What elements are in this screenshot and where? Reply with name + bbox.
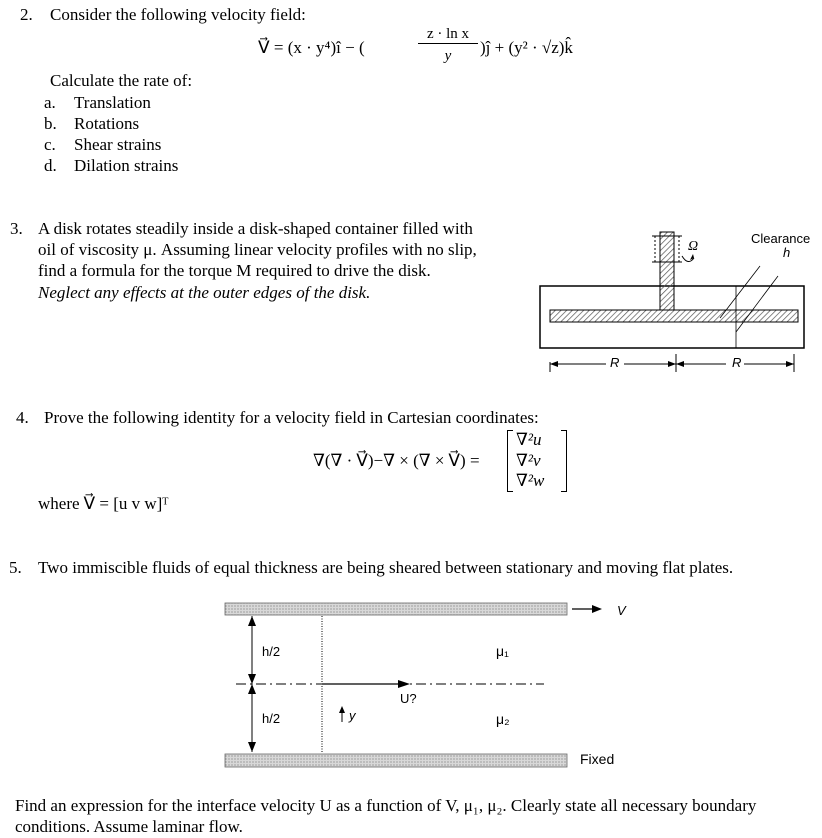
radius-label-right: R	[732, 355, 742, 370]
problem-2-intro: Consider the following velocity field:	[50, 5, 306, 24]
fixed-plate-label: Fixed	[580, 751, 615, 767]
y-axis-label: y	[349, 708, 356, 723]
equation-fraction-denominator: y	[444, 48, 452, 64]
list-item: Shear strains	[74, 135, 162, 154]
clearance-h-label: h	[783, 245, 791, 260]
clearance-label: Clearance	[751, 231, 811, 246]
problem-3-line: A disk rotates steadily inside a disk-shaped container filled with	[38, 219, 473, 238]
viscosity-mu1-label: μ₁	[496, 643, 509, 659]
problem-5-question-cont: conditions. Assume laminar flow.	[15, 817, 243, 836]
list-item: Dilation strains	[74, 156, 179, 175]
problem-3-italic-note: Neglect any effects at the outer edges of the disk.	[38, 283, 371, 302]
equation-lhs: V⃗ = (x · y⁴)î − (	[258, 38, 365, 57]
calc-rate-text: Calculate the rate of:	[50, 71, 193, 90]
top-layer-thickness: h/2	[262, 644, 281, 659]
equation-rhs: )ĵ + (y² · √z)k̂	[480, 38, 573, 57]
identity-lhs: ∇(∇ · V⃗)−∇ × (∇ × V⃗) =	[313, 451, 480, 470]
shaft	[660, 232, 674, 310]
problem-3-line: find a formula for the torque M required to drive the disk.	[38, 261, 431, 280]
interface-velocity-arrow	[398, 680, 410, 688]
problem-3-number: 3.	[10, 219, 23, 238]
moving-plate	[225, 603, 567, 615]
plate-velocity-label: V	[617, 603, 626, 618]
where-clause: where V⃗ = [u v w]ᵀ	[38, 494, 169, 513]
list-item-letter: b.	[44, 114, 57, 133]
plate-velocity-arrow	[592, 605, 602, 613]
vector-entry: ∇²w	[516, 471, 545, 490]
list-item-letter: c.	[44, 135, 56, 154]
identity-vector	[507, 430, 567, 492]
list-item-letter: d.	[44, 156, 57, 175]
problem-5-text: Two immiscible fluids of equal thickness are being sheared between stationary and moving flat plates.	[38, 558, 734, 577]
rotating-disk	[550, 310, 798, 322]
list-item-letter: a.	[44, 93, 56, 112]
problem-4-number: 4.	[16, 408, 29, 427]
disk-container-figure	[530, 222, 822, 382]
viscosity-mu2-label: μ₂	[496, 711, 510, 727]
bottom-layer-thickness: h/2	[262, 711, 281, 726]
problem-3-line: oil of viscosity μ. Assuming linear velocity profiles with no slip,	[38, 240, 477, 259]
fixed-plate	[225, 754, 567, 767]
sheared-fluids-figure	[222, 596, 622, 776]
vector-entry: ∇²u	[516, 430, 542, 449]
radius-label-left: R	[610, 355, 620, 370]
interface-velocity-label: U?	[400, 691, 417, 706]
problem-5-number: 5.	[9, 558, 22, 577]
list-item: Rotations	[74, 114, 140, 133]
problem-5-question: Find an expression for the interface velocity U as a function of V, μ₁, μ₂. Clearly state all necessary boundary	[15, 796, 757, 815]
problem-2-number: 2.	[20, 5, 33, 24]
list-item: Translation	[74, 93, 151, 112]
equation-fraction-numerator: z · ln x	[418, 26, 478, 44]
omega-label: Ω	[688, 239, 699, 254]
vector-entry: ∇²v	[516, 451, 541, 470]
problem-4-text: Prove the following identity for a velocity field in Cartesian coordinates:	[44, 408, 539, 427]
